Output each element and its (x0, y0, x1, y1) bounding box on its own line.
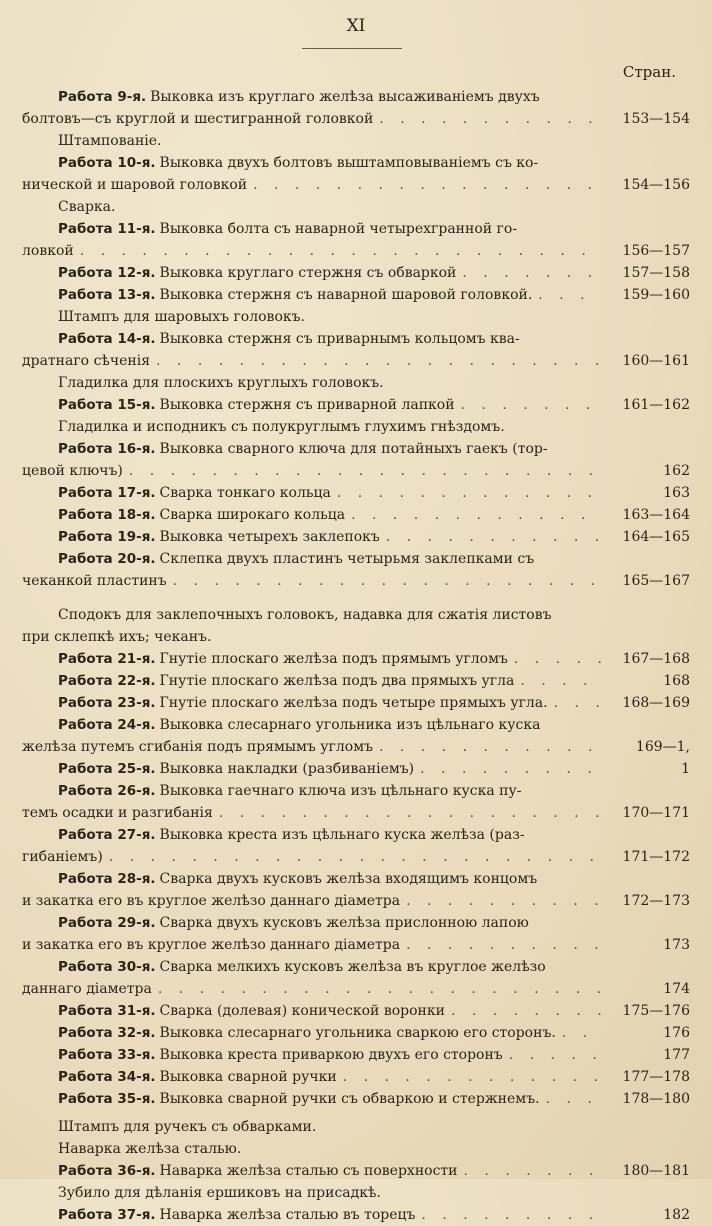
page-range: 160—161 (622, 353, 690, 369)
entry-line (22, 890, 690, 912)
entry-line (22, 934, 690, 956)
entry-title: Гнутіе плоскаго желѣза подъ два прямыхъ угла (159, 673, 515, 689)
toc-entry[interactable] (22, 86, 690, 130)
toc-entry[interactable] (22, 1000, 690, 1022)
toc-entry[interactable] (22, 438, 690, 482)
work-number: Работа 15-я. (58, 397, 156, 413)
page-number: XI (346, 16, 366, 36)
section-heading: Наварка желѣза сталью. (58, 1141, 242, 1157)
leader-dots (514, 648, 602, 670)
work-number: Работа 19-я. (58, 529, 156, 545)
page-range: 175—176 (622, 1003, 690, 1019)
toc-entry[interactable] (22, 1066, 690, 1088)
entry-title: Выковка стержня съ приварнымъ кольцомъ ква- (159, 331, 520, 347)
work-number: Работа 24-я. (58, 717, 156, 733)
entry-title: даннаго діаметра (22, 981, 152, 997)
work-number: Работа 32-я. (58, 1025, 156, 1041)
leader-dots (253, 174, 602, 196)
entry-title: Выковка гаечнаго ключа изъ цѣльнаго куска пу- (159, 783, 522, 799)
work-number: Работа 30-я. (58, 959, 156, 975)
page-range: 177 (663, 1047, 690, 1063)
work-number: Работа 35-я. (58, 1091, 156, 1107)
entry-title: Выковка круглаго стержня съ обваркой (159, 265, 457, 281)
section-heading-line: при склепкѣ ихъ; чеканъ. (22, 629, 212, 645)
leader-dots (520, 670, 602, 692)
entry-title: Выковка стержня съ наварной шаровой головкой. (159, 287, 533, 303)
entry-line (22, 912, 690, 934)
entry-title: Выковка креста приваркою двухъ его сторонъ (159, 1047, 503, 1063)
leader-dots (337, 482, 602, 504)
toc-entry[interactable] (22, 1204, 690, 1226)
page-range: 173 (663, 937, 690, 953)
entry-line (22, 482, 690, 504)
page-range: 177—178 (622, 1069, 690, 1085)
section-heading-line: Сподокъ для заклепочныхъ головокъ, надавка для сжатія листовъ (58, 607, 552, 623)
entry-line (22, 846, 690, 868)
entry-line (22, 868, 690, 890)
entry-line (22, 438, 690, 460)
page-range: 180—181 (622, 1163, 690, 1179)
entry-title: желѣза путемъ сгибанія подъ прямымъ угломъ (22, 739, 373, 755)
entry-title: Гнутіе плоскаго желѣза подъ прямымъ угломъ (159, 651, 508, 667)
entry-line (22, 526, 690, 548)
entry-title: Выковка слесарнаго угольника изъ цѣльнаго куска (159, 717, 541, 733)
entry-title: Сварка тонкаго кольца (159, 485, 331, 501)
entry-line (22, 350, 690, 372)
entry-title: Склепка двухъ пластинъ четырьмя заклепками съ (159, 551, 535, 567)
toc-entry[interactable] (22, 780, 690, 824)
page-range: 168—169 (622, 695, 690, 711)
toc-entry[interactable] (22, 262, 690, 284)
leader-dots (158, 978, 602, 1000)
entry-line (22, 262, 690, 284)
toc-entry[interactable] (22, 868, 690, 912)
work-number: Работа 16-я. (58, 441, 156, 457)
entry-title: Наварка желѣза сталью въ торецъ (159, 1207, 416, 1223)
entry-line (22, 460, 690, 482)
leader-dots (451, 1000, 602, 1022)
page-range: 176 (663, 1025, 690, 1041)
toc-entry[interactable] (22, 912, 690, 956)
page-range: 1 (681, 761, 690, 777)
toc-entry[interactable] (22, 328, 690, 372)
entry-line (22, 978, 690, 1000)
work-number: Работа 21-я. (58, 651, 156, 667)
page-range: 162 (663, 463, 690, 479)
page-range: 161—162 (622, 397, 690, 413)
section-heading: Гладилка для плоскихъ круглыхъ головокъ. (58, 375, 384, 391)
leader-dots (509, 1044, 602, 1066)
toc-entry[interactable] (22, 482, 690, 504)
entry-line (22, 648, 690, 670)
entry-title: ловкой (22, 243, 74, 259)
entry-title: Выковка стержня съ приварной лапкой (159, 397, 455, 413)
work-number: Работа 20-я. (58, 551, 156, 567)
entry-line (22, 284, 690, 306)
entry-line (22, 1000, 690, 1022)
entry-line (22, 1022, 690, 1044)
page-range: 164—165 (622, 529, 690, 545)
work-number: Работа 25-я. (58, 761, 156, 777)
entry-line (22, 780, 690, 802)
leader-dots (406, 890, 602, 912)
toc-entry[interactable] (22, 284, 690, 306)
work-number: Работа 11-я. (58, 221, 156, 237)
entry-title: Гнутіе плоскаго желѣза подъ четыре прямыхъ угла. (159, 695, 548, 711)
page-range: 171—172 (622, 849, 690, 865)
entry-line (22, 670, 690, 692)
entry-line (22, 956, 690, 978)
entry-title: Выковка слесарнаго угольника сваркою его сторонъ. (159, 1025, 556, 1041)
page-range: 165—167 (622, 573, 690, 589)
work-number: Работа 27-я. (58, 827, 156, 843)
entry-title: Наварка желѣза сталью съ поверхности (159, 1163, 458, 1179)
toc-entry[interactable] (22, 526, 690, 548)
entry-title: и закатка его въ круглое желѣзо даннаго діаметра (22, 893, 401, 909)
leader-dots (420, 758, 602, 780)
work-number: Работа 12-я. (58, 265, 156, 281)
work-number: Работа 23-я. (58, 695, 156, 711)
page-range: 156—157 (622, 243, 690, 259)
entry-line (22, 758, 690, 780)
header-rule (302, 48, 402, 49)
toc-entry[interactable] (22, 670, 690, 692)
entry-line (22, 1204, 690, 1226)
leader-dots (421, 1204, 602, 1226)
page-range: 170—171 (622, 805, 690, 821)
entry-line (22, 824, 690, 846)
section-heading: Штампъ для ручекъ съ обварками. (58, 1119, 317, 1135)
work-number: Работа 26-я. (58, 783, 156, 799)
page-range: 154—156 (622, 177, 690, 193)
entry-title: Выковка сварной ручки (159, 1069, 337, 1085)
work-number: Работа 18-я. (58, 507, 156, 523)
work-number: Работа 13-я. (58, 287, 156, 303)
toc-entry[interactable] (22, 956, 690, 1000)
page-range: 174 (663, 981, 690, 997)
entry-title: Выковка сварной ручки съ обваркою и стержнемъ. (159, 1091, 540, 1107)
leader-dots (173, 570, 602, 592)
toc-entry[interactable] (22, 548, 690, 592)
section-heading: Штампъ для шаровыхъ головокъ. (58, 309, 305, 325)
toc-entry[interactable] (22, 504, 690, 526)
section-heading: Зубило для дѣланія ершиковъ на присадкѣ. (58, 1185, 381, 1201)
leader-dots (538, 284, 602, 306)
entry-line (22, 504, 690, 526)
page-range: 168 (663, 673, 690, 689)
work-number: Работа 34-я. (58, 1069, 156, 1085)
section-heading: Штампованіе. (58, 133, 162, 149)
page-range: 169—1, (635, 739, 690, 755)
leader-dots (462, 262, 602, 284)
entry-title: цевой ключъ) (22, 463, 123, 479)
entry-line (22, 1088, 690, 1110)
page-range: 182 (663, 1207, 690, 1223)
entry-line (22, 240, 690, 262)
entry-line (22, 570, 690, 592)
leader-dots (80, 240, 602, 262)
page-range: 163—164 (622, 507, 690, 523)
leader-dots (351, 504, 602, 526)
entry-title: Выковка накладки (разбиваніемъ) (159, 761, 415, 777)
entry-title: Выковка болта съ наварной четырехгранной го- (159, 221, 518, 237)
toc-entry[interactable] (22, 714, 690, 758)
entry-line (22, 394, 690, 416)
work-number: Работа 29-я. (58, 915, 156, 931)
leader-dots (129, 460, 602, 482)
work-number: Работа 14-я. (58, 331, 156, 347)
entry-title: Выковка изъ круглаго желѣза высаживаніемъ двухъ (150, 89, 540, 105)
toc-entry[interactable] (22, 824, 690, 868)
leader-dots (546, 1088, 602, 1110)
entry-line (22, 1066, 690, 1088)
toc-entry[interactable] (22, 394, 690, 416)
toc-entry[interactable] (22, 1022, 690, 1044)
entry-line (22, 152, 690, 174)
entry-title: Сварка двухъ кусковъ желѣза входящимъ концомъ (159, 871, 538, 887)
entry-line (22, 714, 690, 736)
entry-line (22, 802, 690, 824)
entry-line (22, 328, 690, 350)
entry-title: Сварка двухъ кусковъ желѣза прислонною лапою (159, 915, 529, 931)
page-range: 172—173 (622, 893, 690, 909)
page-range: 163 (663, 485, 690, 501)
entry-line (22, 218, 690, 240)
entry-title: Сварка широкаго кольца (159, 507, 346, 523)
work-number: Работа 36-я. (58, 1163, 156, 1179)
entry-line (22, 174, 690, 196)
toc-entry[interactable] (22, 1088, 690, 1110)
entry-title: болтовъ—съ круглой и шестигранной головкой (22, 111, 374, 127)
work-number: Работа 17-я. (58, 485, 156, 501)
toc-entry[interactable] (22, 648, 690, 670)
leader-dots (156, 350, 602, 372)
entry-line (22, 86, 690, 108)
work-number: Работа 22-я. (58, 673, 156, 689)
entry-title: гибаніемъ) (22, 849, 103, 865)
leader-dots (386, 526, 602, 548)
work-number: Работа 28-я. (58, 871, 156, 887)
leader-dots (379, 108, 602, 130)
leader-dots (562, 1022, 602, 1044)
work-number: Работа 9-я. (58, 89, 147, 105)
entry-title: Сварка мелкихъ кусковъ желѣза въ круглое желѣзо (159, 959, 546, 975)
work-number: Работа 33-я. (58, 1047, 156, 1063)
table-of-contents (22, 86, 690, 1226)
entry-line (22, 548, 690, 570)
entry-line (22, 692, 690, 714)
entry-title: дратнаго сѣченія (22, 353, 151, 369)
entry-line (22, 108, 690, 130)
page-range: 159—160 (622, 287, 690, 303)
entry-title: Выковка сварного ключа для потайныхъ гаекъ (тор- (159, 441, 548, 457)
section-heading: Сварка. (58, 199, 116, 215)
section-heading: Гладилка и исподникъ съ полукруглымъ глухимъ гнѣздомъ. (58, 419, 505, 435)
work-number: Работа 31-я. (58, 1003, 156, 1019)
leader-dots (219, 802, 602, 824)
toc-entry[interactable] (22, 152, 690, 196)
entry-line (22, 1044, 690, 1066)
toc-entry[interactable] (22, 692, 690, 714)
leader-dots (554, 692, 602, 714)
toc-entry[interactable] (22, 218, 690, 262)
leader-dots (109, 846, 602, 868)
leader-dots (379, 736, 602, 758)
leader-dots (461, 394, 602, 416)
toc-entry[interactable] (22, 758, 690, 780)
pages-column-label: Стран. (622, 63, 676, 81)
entry-title: чеканкой пластинъ (22, 573, 167, 589)
entry-title: нической и шаровой головкой (22, 177, 248, 193)
toc-entry[interactable] (22, 1044, 690, 1066)
entry-title: Выковка четырехъ заклепокъ (159, 529, 380, 545)
entry-line (22, 736, 690, 758)
page-range: 153—154 (622, 111, 690, 127)
entry-title: темъ осадки и разгибанія (22, 805, 213, 821)
work-number: Работа 37-я. (58, 1207, 156, 1223)
leader-dots (406, 934, 602, 956)
entry-title: и закатка его въ круглое желѣзо даннаго діаметра (22, 937, 401, 953)
entry-title: Выковка креста изъ цѣльнаго куска желѣза (раз- (159, 827, 525, 843)
entry-title: Выковка двухъ болтовъ выштамповываніемъ съ ко- (159, 155, 539, 171)
entry-title: Сварка (долевая) конической воронки (159, 1003, 445, 1019)
leader-dots (343, 1066, 602, 1088)
page-range: 157—158 (622, 265, 690, 281)
page-range: 167—168 (622, 651, 690, 667)
page-range: 178—180 (622, 1091, 690, 1107)
work-number: Работа 10-я. (58, 155, 156, 171)
